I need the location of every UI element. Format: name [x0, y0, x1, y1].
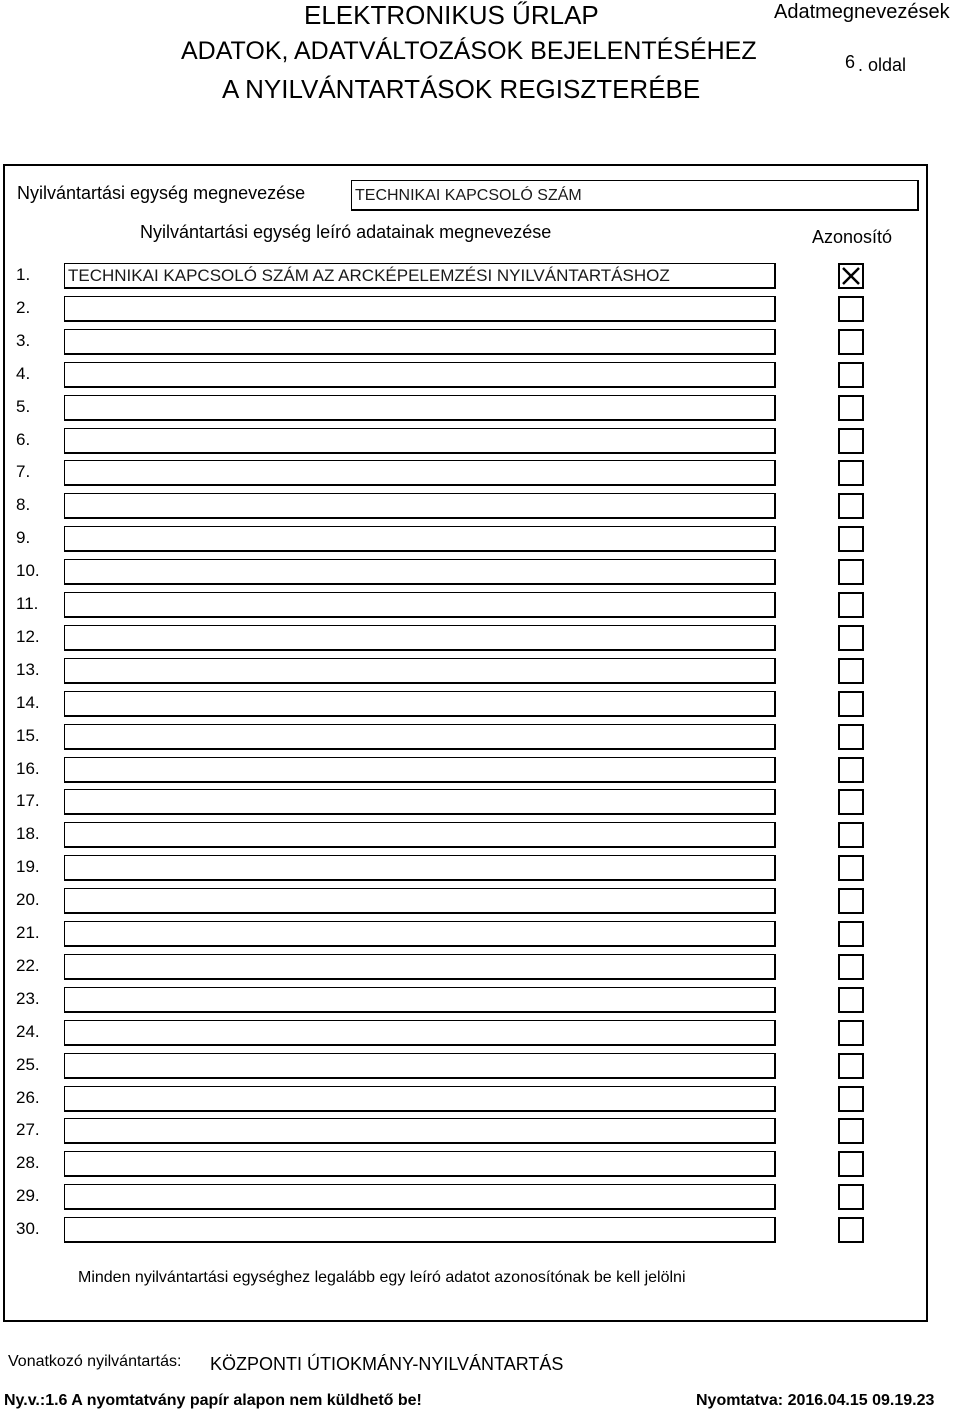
row-number: 3.: [16, 331, 31, 350]
identifier-checkbox[interactable]: [838, 1118, 864, 1144]
instruction-note: Minden nyilvántartási egységhez legalább egy leíró adatot azonosítónak be kell jelölni: [78, 1269, 686, 1286]
row-number: 20.: [16, 890, 40, 909]
page-number: 6: [845, 52, 856, 72]
row-number: 16.: [16, 759, 40, 778]
identifier-checkbox[interactable]: [838, 329, 864, 355]
descriptor-field[interactable]: [64, 1184, 776, 1210]
identifier-checkbox[interactable]: [838, 789, 864, 815]
row-number: 12.: [16, 627, 40, 646]
row-number: 13.: [16, 660, 40, 679]
descriptor-field[interactable]: [64, 1118, 776, 1144]
row-number: 6.: [16, 430, 31, 449]
row-number: 7.: [16, 462, 31, 481]
row-number: 24.: [16, 1022, 40, 1041]
row-number: 10.: [16, 561, 40, 580]
descriptor-field[interactable]: [64, 724, 776, 750]
row-number: 2.: [16, 298, 31, 317]
row-number: 4.: [16, 364, 31, 383]
identifier-checkbox[interactable]: [838, 559, 864, 585]
identifier-checkbox[interactable]: [838, 526, 864, 552]
row-number: 15.: [16, 726, 40, 745]
identifier-checkbox[interactable]: [838, 1151, 864, 1177]
descriptor-field[interactable]: [64, 855, 776, 881]
descriptor-field[interactable]: [64, 658, 776, 684]
row-number: 18.: [16, 824, 40, 843]
identifier-checkbox[interactable]: [838, 987, 864, 1013]
identifier-checkbox[interactable]: [838, 1086, 864, 1112]
identifier-checkbox[interactable]: [838, 362, 864, 388]
descriptor-field[interactable]: [64, 789, 776, 815]
print-timestamp: Nyomtatva: 2016.04.15 09.19.23: [696, 1392, 935, 1409]
row-number: 30.: [16, 1219, 40, 1238]
descriptor-field[interactable]: [64, 888, 776, 914]
descriptor-field[interactable]: [64, 428, 776, 454]
identifier-checkbox[interactable]: [838, 954, 864, 980]
descriptor-field[interactable]: [64, 329, 776, 355]
descriptor-field[interactable]: [64, 1086, 776, 1112]
descriptor-field[interactable]: [64, 691, 776, 717]
descriptor-field[interactable]: [64, 1217, 776, 1243]
descriptor-field[interactable]: [64, 1020, 776, 1046]
descriptor-field[interactable]: [64, 822, 776, 848]
unit-label: Nyilvántartási egység megnevezése: [17, 183, 306, 203]
descriptor-field[interactable]: TECHNIKAI KAPCSOLÓ SZÁM AZ ARCKÉPELEMZÉSI NYILVÁNTARTÁSHOZ: [64, 263, 776, 289]
identifier-checkbox[interactable]: [838, 822, 864, 848]
identifier-checkbox[interactable]: [838, 460, 864, 486]
row-number: 25.: [16, 1055, 40, 1074]
descriptor-field[interactable]: [64, 954, 776, 980]
row-number: 28.: [16, 1153, 40, 1172]
descriptor-field[interactable]: [64, 493, 776, 519]
row-number: 17.: [16, 791, 40, 810]
page-suffix: . oldal: [858, 55, 907, 75]
row-number: 29.: [16, 1186, 40, 1205]
identifier-checkbox[interactable]: [838, 691, 864, 717]
identifier-checkbox[interactable]: [838, 428, 864, 454]
related-registry-label: Vonatkozó nyilvántartás:: [8, 1353, 182, 1370]
identifier-checkbox[interactable]: [838, 855, 864, 881]
descriptor-field[interactable]: [64, 987, 776, 1013]
row-number: 5.: [16, 397, 31, 416]
row-number: 23.: [16, 989, 40, 1008]
row-number: 19.: [16, 857, 40, 876]
identifier-checkbox[interactable]: [838, 395, 864, 421]
row-number: 11.: [16, 594, 39, 613]
section-title: Adatmegnevezések: [774, 1, 950, 23]
descriptor-field[interactable]: [64, 1151, 776, 1177]
descriptor-field[interactable]: [64, 757, 776, 783]
descriptor-field[interactable]: [64, 592, 776, 618]
checkmark-x-icon: [840, 265, 862, 287]
identifier-checkbox[interactable]: [838, 625, 864, 651]
identifier-checkbox[interactable]: [838, 1184, 864, 1210]
descriptor-field[interactable]: [64, 625, 776, 651]
descriptor-field[interactable]: [64, 921, 776, 947]
identifier-checkbox[interactable]: [838, 493, 864, 519]
identifier-checkbox[interactable]: [838, 1053, 864, 1079]
descriptor-field[interactable]: [64, 559, 776, 585]
descriptor-field[interactable]: [64, 395, 776, 421]
descriptor-header: Nyilvántartási egység leíró adatainak megnevezése: [140, 222, 552, 242]
row-number: 27.: [16, 1120, 40, 1139]
descriptor-field[interactable]: [64, 1053, 776, 1079]
row-number: 9.: [16, 528, 31, 547]
row-number: 1.: [16, 265, 31, 284]
row-number: 26.: [16, 1088, 40, 1107]
identifier-checkbox[interactable]: [838, 658, 864, 684]
descriptor-field[interactable]: [64, 526, 776, 552]
identifier-checkbox[interactable]: [838, 724, 864, 750]
identifier-checkbox[interactable]: [838, 888, 864, 914]
identifier-checkbox[interactable]: [838, 1020, 864, 1046]
form-subtitle: ADATOK, ADATVÁLTOZÁSOK BEJELENTÉSÉHEZ: [181, 37, 757, 65]
form-title: ELEKTRONIKUS ŰRLAP: [304, 0, 599, 30]
row-number: 22.: [16, 956, 40, 975]
row-number: 8.: [16, 495, 31, 514]
related-registry-value: KÖZPONTI ÚTIOKMÁNY-NYILVÁNTARTÁS: [210, 1354, 564, 1374]
form-id-note: Ny.v.:1.6 A nyomtatvány papír alapon nem küldhető be!: [4, 1392, 422, 1409]
descriptor-field[interactable]: [64, 460, 776, 486]
identifier-checkbox[interactable]: [838, 296, 864, 322]
identifier-checkbox[interactable]: [838, 592, 864, 618]
identifier-checkbox[interactable]: [838, 263, 864, 289]
identifier-checkbox[interactable]: [838, 757, 864, 783]
descriptor-field[interactable]: [64, 362, 776, 388]
identifier-checkbox[interactable]: [838, 921, 864, 947]
unit-name-field[interactable]: TECHNIKAI KAPCSOLÓ SZÁM: [351, 180, 919, 211]
identifier-header: Azonosító: [812, 227, 893, 247]
row-number: 14.: [16, 693, 40, 712]
identifier-checkbox[interactable]: [838, 1217, 864, 1243]
form-subtitle-2: A NYILVÁNTARTÁSOK REGISZTERÉBE: [222, 74, 701, 104]
descriptor-field[interactable]: [64, 296, 776, 322]
row-number: 21.: [16, 923, 40, 942]
